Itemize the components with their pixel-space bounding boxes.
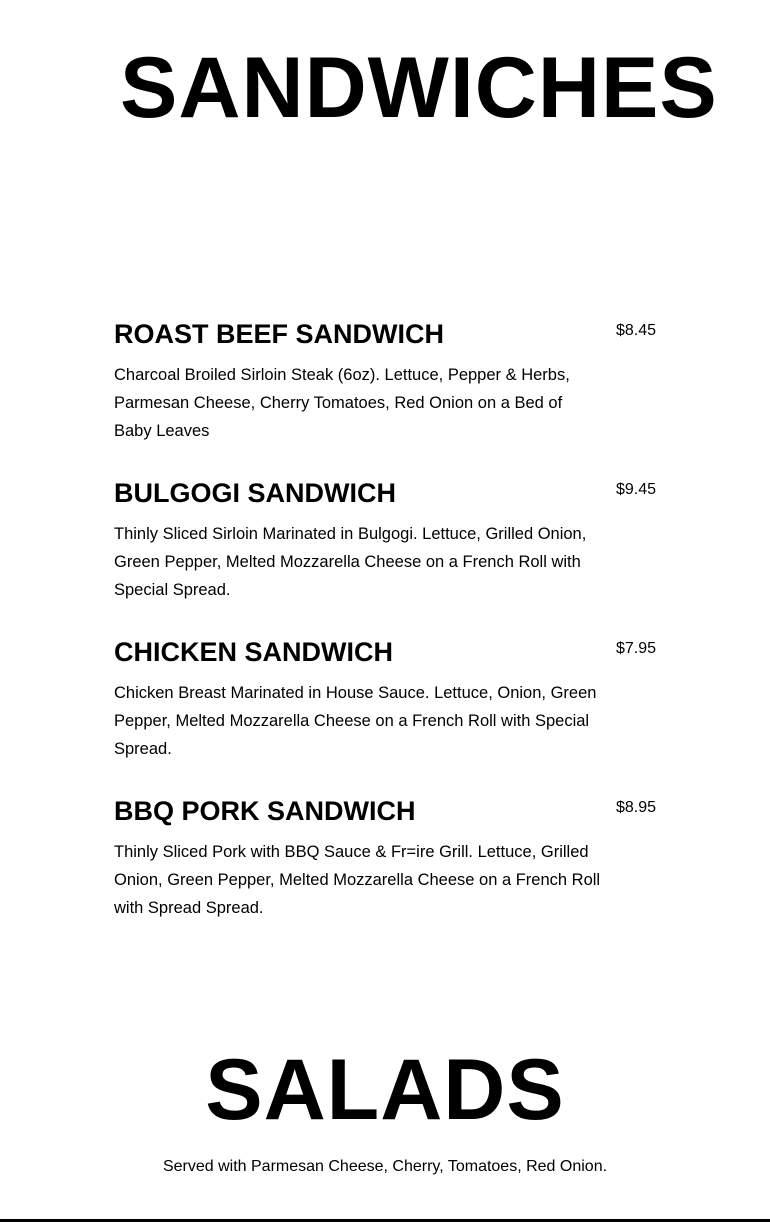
item-price: $9.45 xyxy=(615,481,656,498)
item-price: $8.45 xyxy=(615,322,656,339)
item-name: ROAST BEEF SANDWICH xyxy=(114,319,444,349)
section-title-sandwiches: SANDWICHES xyxy=(120,40,718,136)
item-description: Chicken Breast Marinated in House Sauce. Lettuce, Onion, Green Pepper, Melted Mozzarella Cheese on a French Roll with Special Spread. xyxy=(114,684,597,758)
item-name: CHICKEN SANDWICH xyxy=(114,637,393,667)
item-description: Thinly Sliced Sirloin Marinated in Bulgogi. Lettuce, Grilled Onion, Green Pepper, Melted Mozzarella Cheese on a French Roll with Special Spread. xyxy=(114,525,587,599)
item-name: BBQ PORK SANDWICH xyxy=(114,796,416,826)
menu-item-bbq-pork xyxy=(114,794,658,922)
item-description: Charcoal Broiled Sirloin Steak (6oz). Lettuce, Pepper & Herbs, Parmesan Cheese, Cherry Tomatoes, Red Onion on a Bed of Baby Leaves xyxy=(114,366,570,440)
menu-item-roast-beef xyxy=(114,317,658,445)
menu-item-chicken xyxy=(114,635,658,763)
menu-item-bulgogi xyxy=(114,476,658,604)
section-subtitle-salads: Served with Parmesan Cheese, Cherry, Tomatoes, Red Onion. xyxy=(162,1158,608,1175)
item-price: $7.95 xyxy=(615,640,656,657)
item-name: BULGOGI SANDWICH xyxy=(114,478,396,508)
item-description: Thinly Sliced Pork with BBQ Sauce & Fr=ire Grill. Lettuce, Grilled Onion, Green Pepper, Melted Mozzarella Cheese on a French Roll with Spread Spread. xyxy=(114,843,601,917)
section-title-salads: SALADS xyxy=(205,1042,565,1138)
item-price: $8.95 xyxy=(615,799,656,816)
